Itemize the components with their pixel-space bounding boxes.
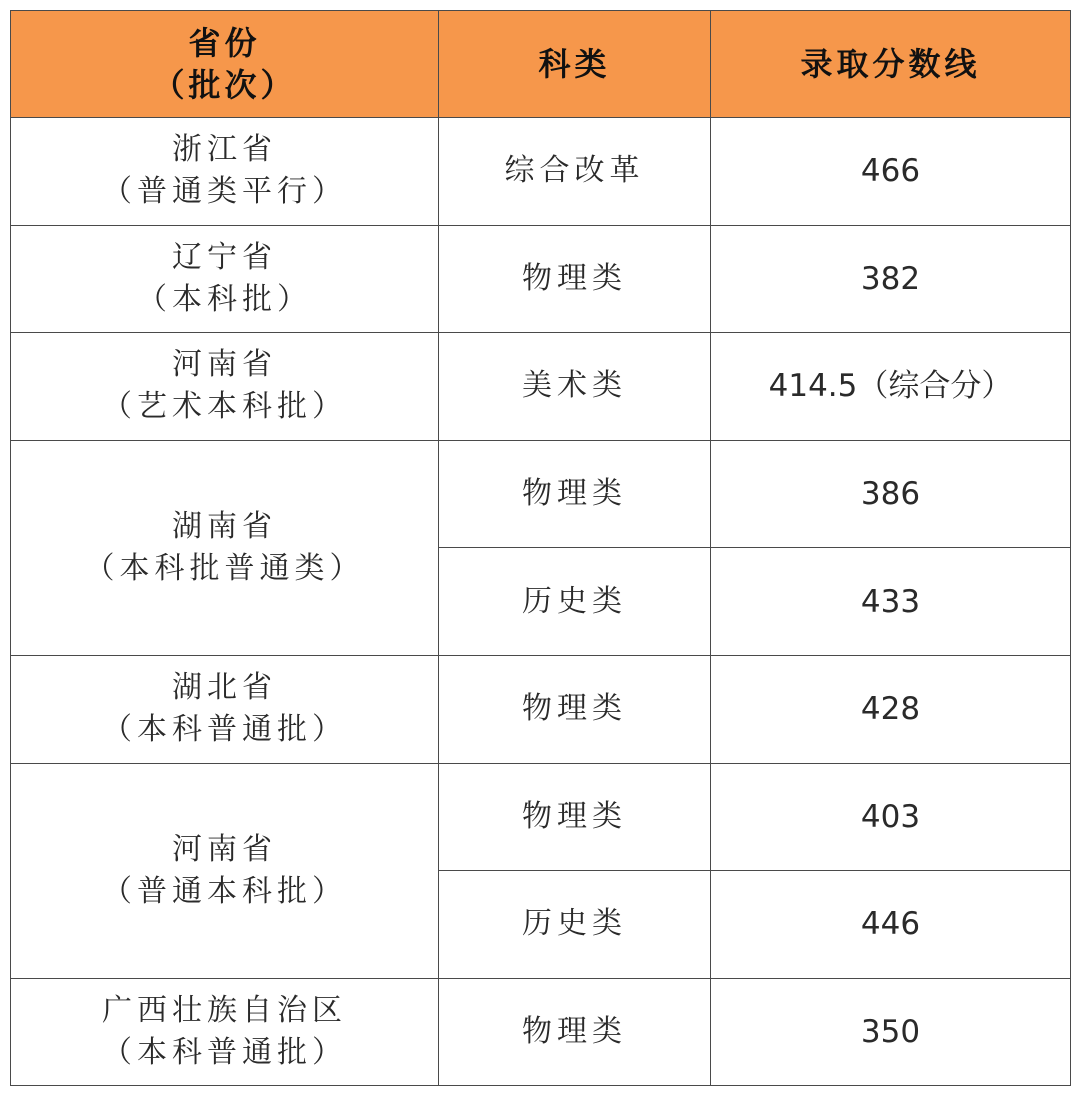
score-cell: 414.5（综合分）	[711, 333, 1071, 441]
table-row	[11, 655, 1071, 763]
province-name: 湖南省	[172, 508, 277, 544]
province-name: 湖北省	[172, 670, 277, 706]
province-cell	[11, 225, 439, 333]
category-cell: 历史类	[439, 548, 711, 656]
score-cell: 428	[711, 655, 1071, 763]
batch-name: （本科普通批）	[102, 712, 347, 748]
table-row	[11, 333, 1071, 441]
score-cell: 382	[711, 225, 1071, 333]
province-name: 河南省	[172, 347, 277, 383]
header-category: 科类	[439, 11, 711, 118]
score-cell: 446	[711, 871, 1071, 979]
score-cell: 433	[711, 548, 1071, 656]
province-name: 浙江省	[172, 132, 277, 168]
province-cell	[11, 440, 439, 655]
header-province-label: 省份	[188, 24, 261, 62]
table-row	[11, 763, 1071, 871]
table-row	[11, 225, 1071, 333]
header-province-batch	[11, 11, 439, 118]
batch-name: （艺术本科批）	[102, 389, 347, 425]
province-cell	[11, 763, 439, 978]
score-cell: 466	[711, 118, 1071, 226]
batch-name: （普通类平行）	[102, 174, 347, 210]
table-header-row	[11, 11, 1071, 118]
province-name: 河南省	[172, 831, 277, 867]
admission-score-table-container	[10, 10, 1070, 1086]
category-cell: 物理类	[439, 655, 711, 763]
category-cell: 历史类	[439, 871, 711, 979]
category-cell: 美术类	[439, 333, 711, 441]
batch-name: （本科批普通类）	[84, 550, 365, 586]
batch-name: （本科普通批）	[102, 1035, 347, 1071]
category-cell: 综合改革	[439, 118, 711, 226]
score-cell: 403	[711, 763, 1071, 871]
batch-name: （普通本科批）	[102, 873, 347, 909]
category-cell: 物理类	[439, 978, 711, 1086]
admission-score-table	[10, 10, 1071, 1086]
table-row	[11, 440, 1071, 548]
category-cell: 物理类	[439, 225, 711, 333]
province-name: 辽宁省	[172, 239, 277, 275]
province-cell	[11, 333, 439, 441]
province-name: 广西壮族自治区	[102, 993, 347, 1029]
category-cell: 物理类	[439, 763, 711, 871]
category-cell: 物理类	[439, 440, 711, 548]
table-row	[11, 978, 1071, 1086]
score-cell: 386	[711, 440, 1071, 548]
header-score: 录取分数线	[711, 11, 1071, 118]
table-row	[11, 118, 1071, 226]
score-cell: 350	[711, 978, 1071, 1086]
batch-name: （本科批）	[137, 281, 312, 317]
header-batch-label: （批次）	[152, 66, 297, 104]
province-cell	[11, 978, 439, 1086]
province-cell	[11, 655, 439, 763]
province-cell	[11, 118, 439, 226]
